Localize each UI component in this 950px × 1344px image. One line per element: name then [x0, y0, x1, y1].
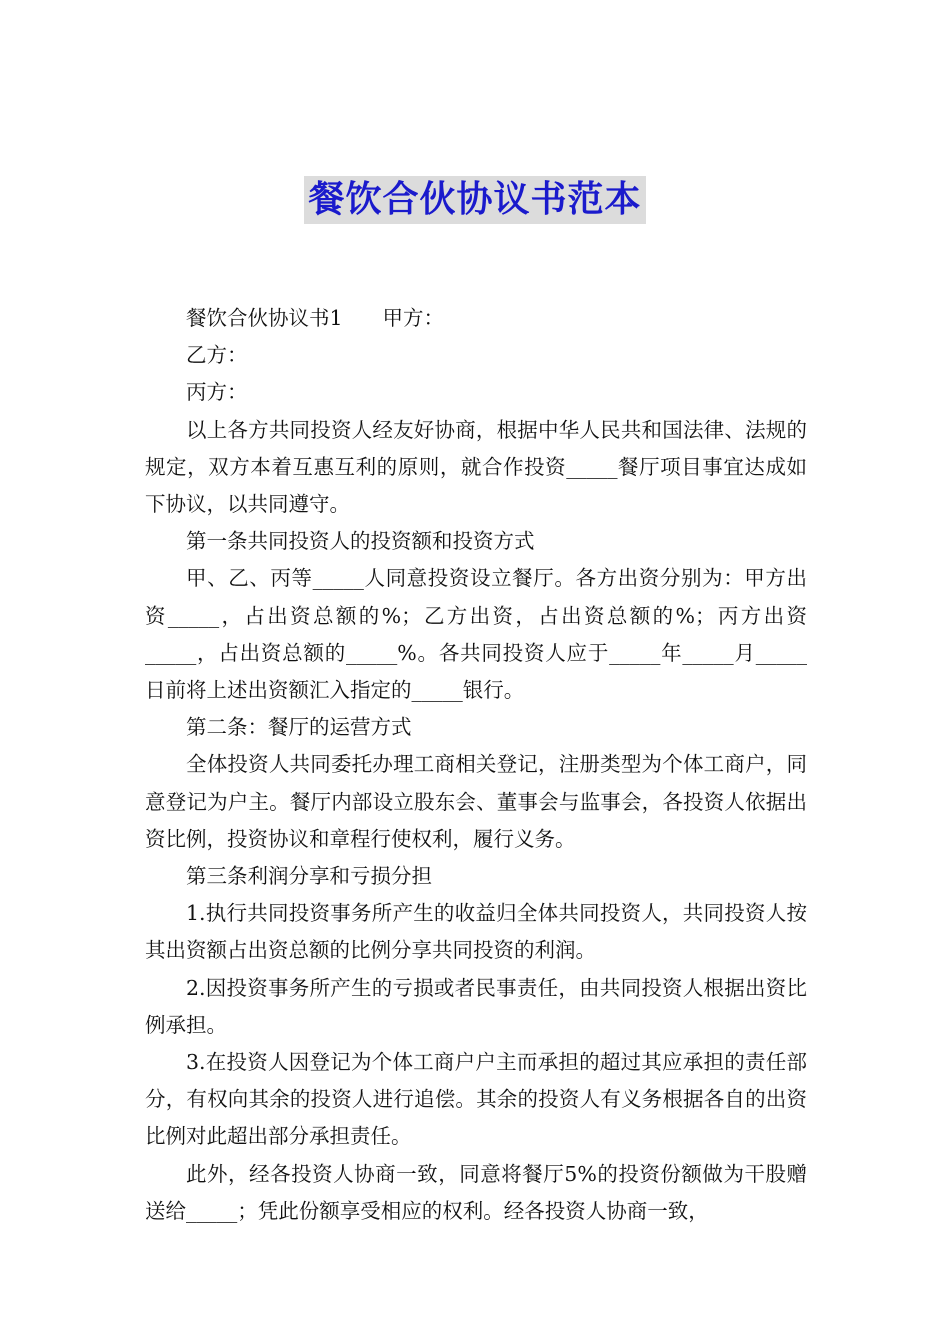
paragraph: 以上各方共同投资人经友好协商，根据中华人民共和国法律、法规的规定，双方本着互惠互利的原则，就合作投资_____餐厅项目事宜达成如下协议，以共同遵守。 — [145, 417, 807, 517]
title-wrap — [0, 176, 950, 224]
paragraph: 全体投资人共同委托办理工商相关登记，注册类型为个体工商户，同意登记为户主。餐厅内部设立股东会、董事会与监事会，各投资人依据出资比例，投资协议和章程行使权利，履行义务。 — [145, 752, 807, 851]
paragraph: 甲、乙、丙等_____人同意投资设立餐厅。各方出资分别为：甲方出资_____，占出资总额的%；乙方出资，占出资总额的%；丙方出资_____，占出资总额的_____%。各共同投资人应于_____年_____月_____日前将上述出资额汇入指定的_____银行。 — [145, 566, 807, 703]
paragraph: 1.执行共同投资事务所产生的收益归全体共同投资人，共同投资人按其出资额占出资总额的比例分享共同投资的利润。 — [145, 901, 807, 963]
section-heading: 第二条：餐厅的运营方式 — [186, 715, 412, 740]
paragraph: 3.在投资人因登记为个体工商户户主而承担的超过其应承担的责任部分，有权向其余的投资人进行追偿。其余的投资人有义务根据各自的出资比例对此超出部分承担责任。 — [145, 1050, 807, 1149]
party-a-label: 甲方： — [382, 306, 445, 330]
paragraph: 2.因投资事务所产生的亏损或者民事责任，由共同投资人根据出资比例承担。 — [145, 975, 807, 1037]
agreement-heading: 餐饮合伙协议书1 — [186, 306, 343, 330]
paragraph: 乙方： — [186, 343, 248, 368]
paragraph: 此外，经各投资人协商一致，同意将餐厅5%的投资份额做为干股赠送给_____；凭此份额享受相应的权利。经各投资人协商一致， — [145, 1161, 807, 1223]
section-heading: 第一条共同投资人的投资额和投资方式 — [186, 529, 535, 554]
document-title: 餐饮合伙协议书范本 — [304, 176, 645, 224]
document-body — [145, 300, 807, 1230]
intro-line — [145, 300, 807, 337]
paragraph: 丙方： — [186, 380, 248, 405]
section-heading: 第三条利润分享和亏损分担 — [186, 864, 432, 889]
